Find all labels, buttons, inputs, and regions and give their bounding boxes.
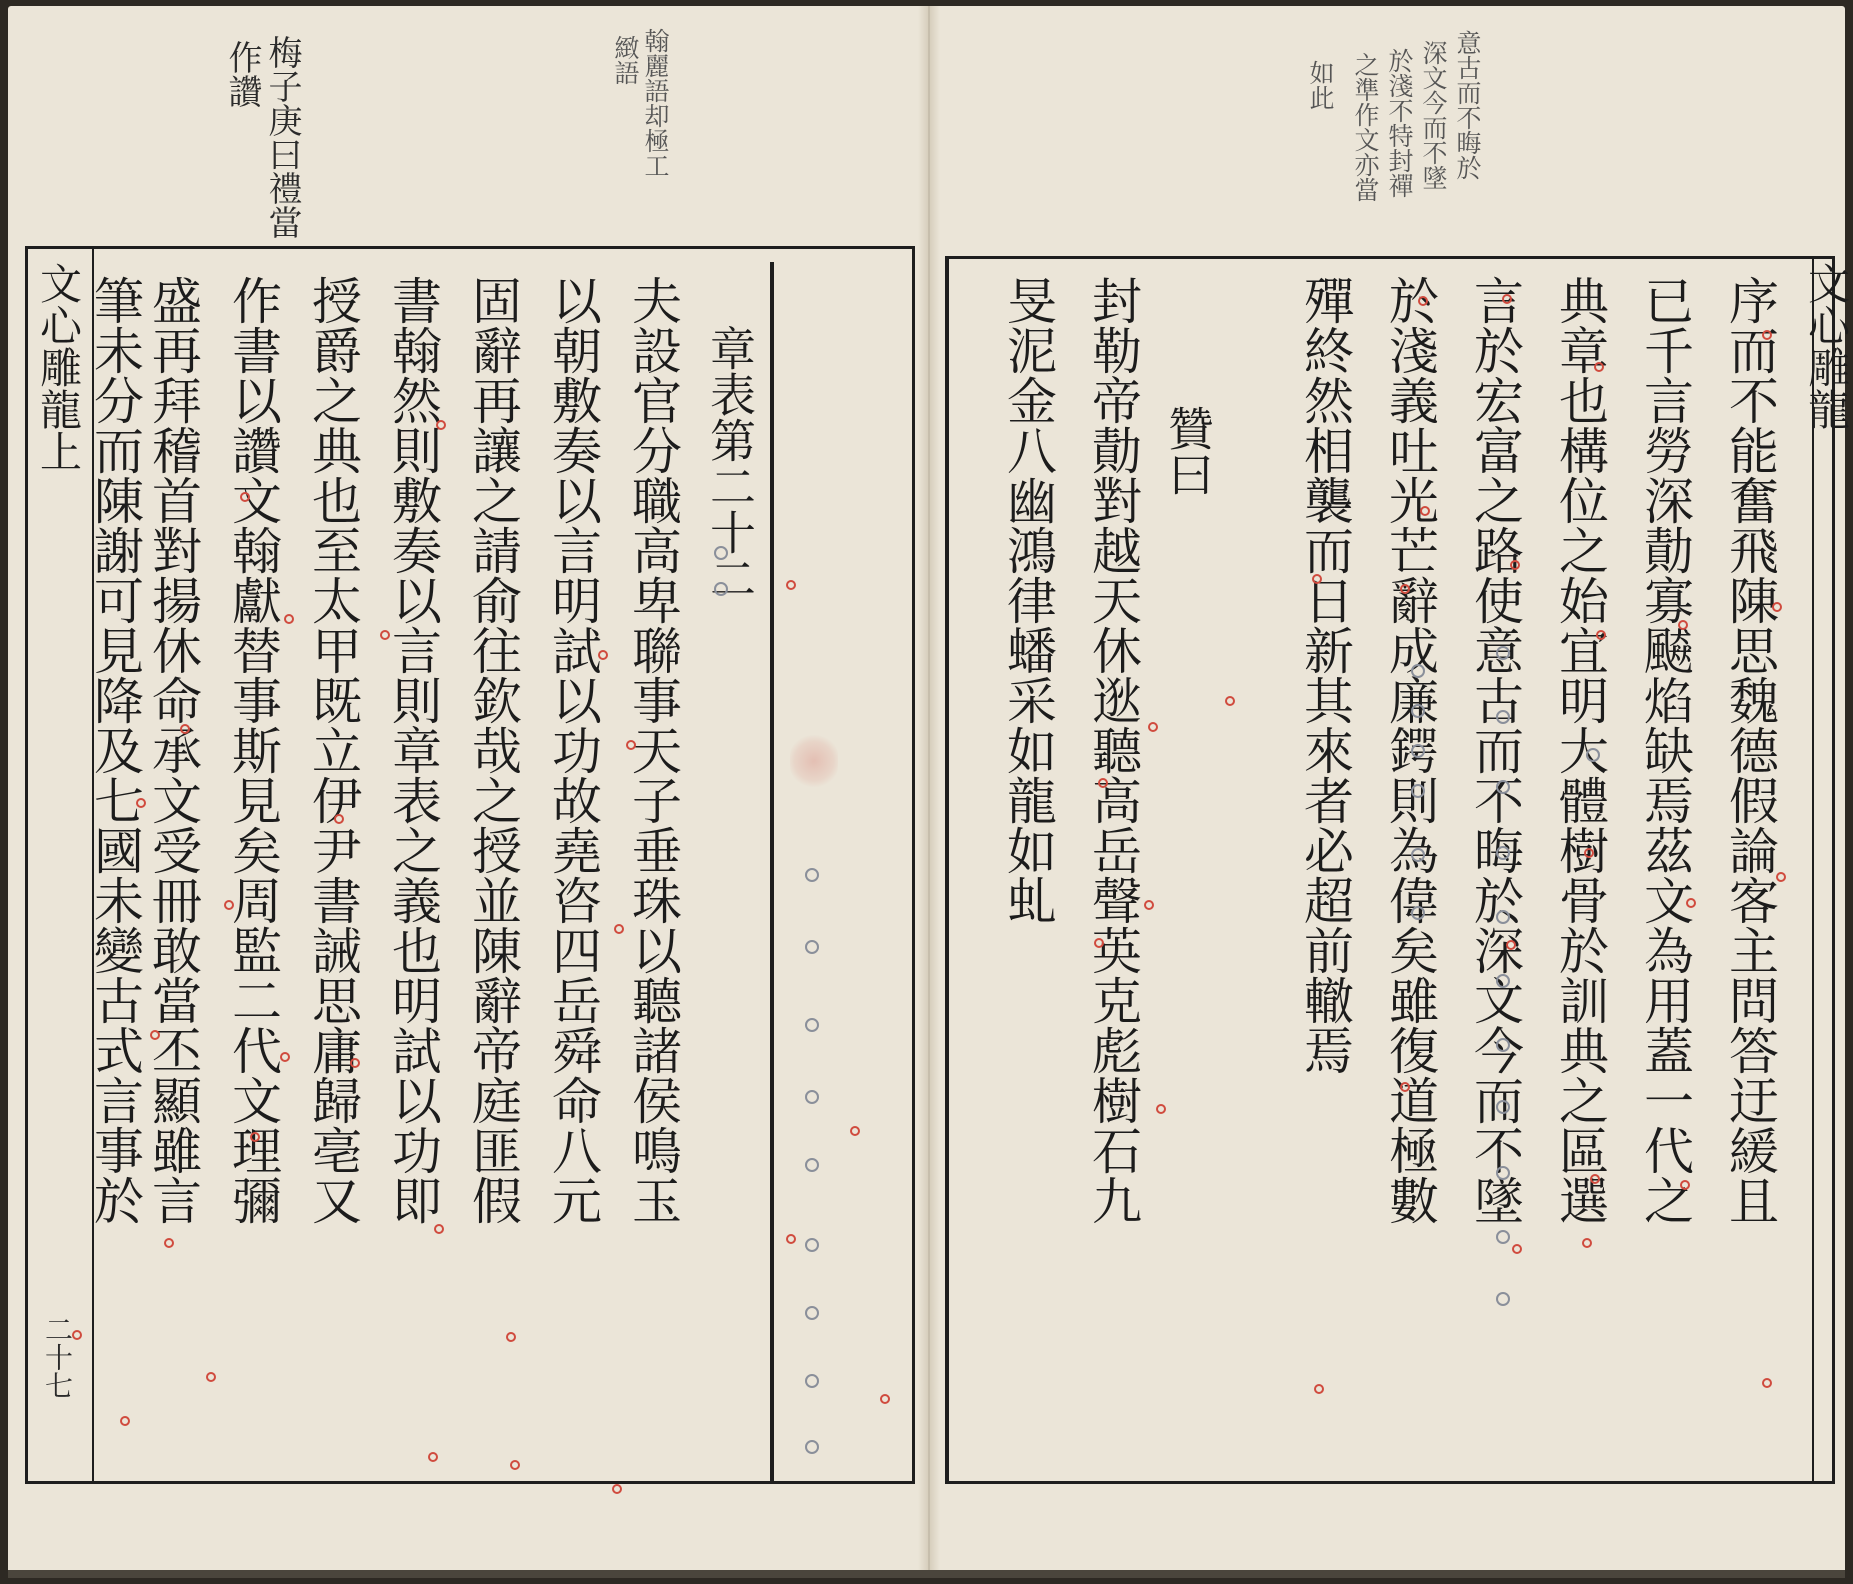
grey-emphasis-mark (1586, 748, 1600, 762)
red-punctuation-mark (1678, 620, 1688, 630)
red-punctuation-mark (380, 630, 390, 640)
red-punctuation-mark (224, 900, 234, 910)
right-column-1: 序而不能奮飛陳思魏德假論客主問答迂緩且 (1721, 275, 1779, 1225)
grey-emphasis-mark (805, 1158, 819, 1172)
grey-emphasis-mark (1496, 1292, 1510, 1306)
red-punctuation-mark (1594, 362, 1604, 372)
page-number: 二十七 (41, 1315, 74, 1399)
right-top-note-4: 之準作文亦當 (1351, 52, 1380, 202)
left-top-note-1: 梅子庚曰禮當 (262, 35, 302, 239)
grey-emphasis-mark (805, 868, 819, 882)
red-punctuation-mark (614, 924, 624, 934)
red-punctuation-mark (626, 740, 636, 750)
red-punctuation-mark (436, 420, 446, 430)
left-top-note-3: 翰麗語却極工 (641, 28, 670, 178)
red-punctuation-mark (180, 724, 190, 734)
grey-emphasis-mark (805, 1440, 819, 1454)
grey-emphasis-mark (1496, 1100, 1510, 1114)
grey-emphasis-mark (714, 582, 728, 596)
left-column-3: 固辭再讓之請俞往欽哉之授並陳辭帝庭匪假 (464, 275, 522, 1225)
red-punctuation-mark (506, 1332, 516, 1342)
grey-emphasis-mark (1496, 846, 1510, 860)
grey-emphasis-mark (1411, 848, 1425, 862)
red-punctuation-mark (510, 1460, 520, 1470)
red-punctuation-mark (1776, 872, 1786, 882)
red-punctuation-mark (1156, 1104, 1166, 1114)
grey-emphasis-mark (805, 1018, 819, 1032)
red-punctuation-mark (434, 1224, 444, 1234)
grey-emphasis-mark (1411, 784, 1425, 798)
left-top-note-4: 緻語 (611, 35, 640, 85)
red-punctuation-mark (1312, 574, 1322, 584)
left-column-2: 以朝敷奏以言明試以功故堯咨四岳舜命八元 (544, 275, 602, 1225)
left-column-1: 夫設官分職高卑聯事天子垂珠以聽諸侯鳴玉 (624, 275, 682, 1225)
red-punctuation-mark (786, 580, 796, 590)
right-edge-title: 文心雕龍 (1802, 262, 1851, 430)
red-punctuation-mark (1762, 330, 1772, 340)
red-punctuation-mark (1596, 630, 1606, 640)
zan-label: 贊曰 (1161, 405, 1215, 497)
right-column-5: 於淺義吐光芒辭成廉鍔則為偉矣雖復道極數 (1381, 275, 1439, 1225)
grey-emphasis-mark (1496, 710, 1510, 724)
grey-emphasis-mark (805, 1306, 819, 1320)
right-column-4: 言於宏富之路使意古而不晦於深文今而不墜 (1466, 275, 1524, 1225)
grey-emphasis-mark (1411, 704, 1425, 718)
red-seal-stamp (790, 735, 838, 787)
red-punctuation-mark (1762, 1378, 1772, 1388)
left-inner-rule (770, 262, 774, 1482)
left-top-note-2: 作讚 (222, 40, 262, 108)
right-column-3: 典章也構位之始宜明大體樹骨於訓典之區選 (1551, 275, 1609, 1225)
right-edge-rule (1812, 258, 1814, 1482)
red-punctuation-mark (880, 1394, 890, 1404)
red-punctuation-mark (786, 1234, 796, 1244)
left-column-7: 盛再拜稽首對揚休命承文受冊敢當丕顯雖言 (144, 275, 202, 1225)
red-punctuation-mark (284, 614, 294, 624)
red-punctuation-mark (1582, 1238, 1592, 1248)
red-punctuation-mark (120, 1416, 130, 1426)
red-punctuation-mark (598, 650, 608, 660)
red-punctuation-mark (1772, 602, 1782, 612)
grey-emphasis-mark (805, 1090, 819, 1104)
right-column-6: 殫終然相襲而日新其來者必超前轍焉 (1296, 275, 1354, 1075)
grey-emphasis-mark (805, 940, 819, 954)
red-punctuation-mark (1512, 1244, 1522, 1254)
grey-emphasis-mark (1496, 974, 1510, 988)
red-punctuation-mark (206, 1372, 216, 1382)
red-punctuation-mark (1584, 848, 1594, 858)
red-punctuation-mark (334, 814, 344, 824)
grey-emphasis-mark (1411, 664, 1425, 678)
grey-emphasis-mark (1411, 906, 1425, 920)
chapter-title: 章表第二十二 (703, 325, 757, 601)
red-punctuation-mark (1094, 938, 1104, 948)
red-punctuation-mark (1148, 722, 1158, 732)
left-edge-title: 文心雕龍上 (34, 262, 83, 472)
right-column-2: 已千言勞深勣寡飇焰缺焉茲文為用蓋一代之 (1636, 275, 1694, 1225)
red-punctuation-mark (1314, 1384, 1324, 1394)
grey-emphasis-mark (1496, 646, 1510, 660)
grey-emphasis-mark (805, 1374, 819, 1388)
red-punctuation-mark (1686, 898, 1696, 908)
red-punctuation-mark (1400, 1082, 1410, 1092)
grey-emphasis-mark (1496, 910, 1510, 924)
grey-emphasis-mark (714, 546, 728, 560)
red-punctuation-mark (1510, 560, 1520, 570)
red-punctuation-mark (164, 1238, 174, 1248)
red-punctuation-mark (136, 798, 146, 808)
right-top-note-2: 深文今而不墜 (1419, 40, 1448, 190)
red-punctuation-mark (1144, 900, 1154, 910)
right-top-note-5: 如此 (1306, 60, 1335, 110)
grey-emphasis-mark (1496, 1166, 1510, 1180)
left-column-4: 書翰然則敷奏以言則章表之義也明試以功即 (384, 275, 442, 1225)
red-punctuation-mark (1590, 1174, 1600, 1184)
red-punctuation-mark (1225, 696, 1235, 706)
red-punctuation-mark (1098, 778, 1108, 788)
red-punctuation-mark (428, 1452, 438, 1462)
red-punctuation-mark (1502, 294, 1512, 304)
right-top-note-3: 於淺不特封禪 (1385, 48, 1414, 198)
red-punctuation-mark (280, 1052, 290, 1062)
red-punctuation-mark (240, 492, 250, 502)
grey-emphasis-mark (1496, 1038, 1510, 1052)
red-punctuation-mark (350, 1058, 360, 1068)
red-punctuation-mark (1680, 1180, 1690, 1190)
left-column-6: 作書以讚文翰獻替事斯見矣周監二代文理彌 (224, 275, 282, 1225)
book-gutter (918, 6, 940, 1576)
red-punctuation-mark (1400, 584, 1410, 594)
red-punctuation-mark (150, 1030, 160, 1040)
grey-emphasis-mark (1496, 1230, 1510, 1244)
left-column-8: 筆未分而陳謝可見降及七國未變古式言事於 (86, 275, 144, 1225)
red-punctuation-mark (612, 1484, 622, 1494)
red-punctuation-mark (850, 1126, 860, 1136)
left-column-5: 授爵之典也至太甲既立伊尹書誡思庸歸亳又 (304, 275, 362, 1225)
red-punctuation-mark (1506, 940, 1516, 950)
page-edge-shadow (8, 1570, 1845, 1578)
grey-emphasis-mark (805, 1238, 819, 1252)
grey-emphasis-mark (1411, 744, 1425, 758)
red-punctuation-mark (250, 1132, 260, 1142)
grey-emphasis-mark (1496, 780, 1510, 794)
red-punctuation-mark (1420, 506, 1430, 516)
red-punctuation-mark (72, 1330, 82, 1340)
zan-column-1: 封勒帝勣對越天休逖聽高岳聲英克彪樹石九 (1084, 275, 1142, 1225)
zan-column-2: 旻泥金八幽鴻律蟠采如龍如虬 (999, 275, 1057, 925)
right-top-note-1: 意古而不晦於 (1453, 30, 1482, 180)
red-punctuation-mark (1418, 296, 1428, 306)
